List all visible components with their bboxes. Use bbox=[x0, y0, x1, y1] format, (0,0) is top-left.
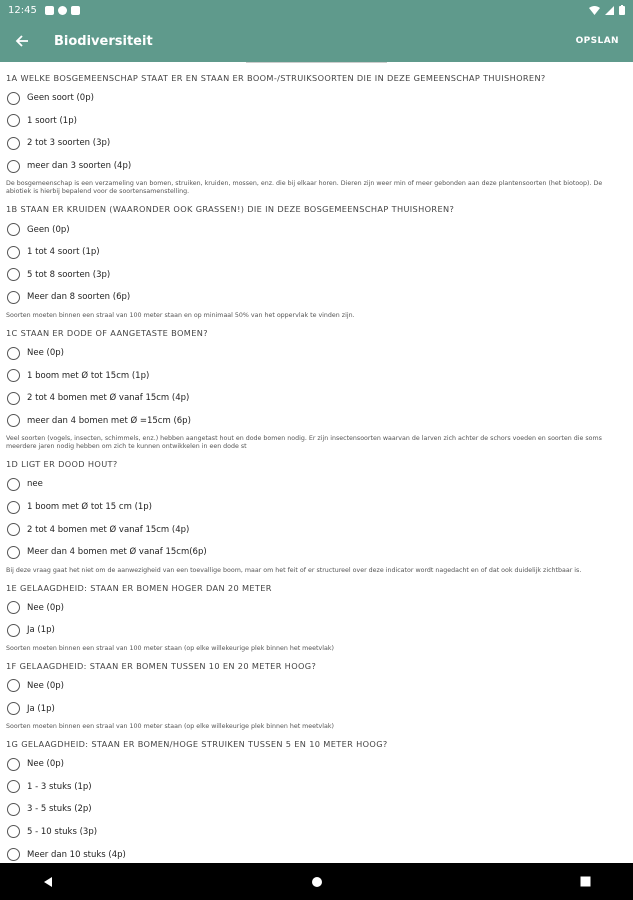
page-title: Biodiversiteit bbox=[54, 33, 153, 49]
question-note: Veel soorten (vogels, insecten, schimmels, enz.) hebben aangetast hout en dode bomen nodig. Er zijn insectensoorten waarvan de larven zich achter de schors voeden en soorten die soms meerdere jaren nodig hebben om zich te kunnen ontwikkelen in een dode st bbox=[6, 435, 602, 451]
question-title: 1F GELAAGDHEID: STAAN ER BOMEN TUSSEN 10 EN 20 METER HOOG? bbox=[6, 660, 317, 671]
question-list bbox=[6, 73, 627, 863]
question-note: Soorten moeten binnen een straal van 100 meter staan en op minimaal 50% van het oppervlak te vinden zijn. bbox=[6, 311, 355, 319]
radio-button-icon[interactable] bbox=[7, 601, 20, 614]
radio-button-icon[interactable] bbox=[7, 246, 20, 259]
radio-option-label: Ja (1p) bbox=[27, 703, 55, 714]
radio-option[interactable] bbox=[6, 387, 627, 410]
save-button[interactable]: OPSLAN bbox=[575, 36, 619, 46]
question-block bbox=[6, 328, 627, 451]
question-note: Soorten moeten binnen een straal van 100 meter staan (op elke willekeurige plek binnen het meetvlak) bbox=[6, 722, 334, 730]
radio-button-icon[interactable] bbox=[7, 624, 20, 637]
radio-button-icon[interactable] bbox=[7, 223, 20, 236]
radio-button-icon[interactable] bbox=[7, 478, 20, 491]
radio-button-icon[interactable] bbox=[7, 291, 20, 304]
app-bar bbox=[0, 20, 633, 62]
radio-option-label: Nee (0p) bbox=[27, 680, 64, 691]
notification-icon bbox=[45, 6, 54, 15]
radio-option[interactable] bbox=[6, 798, 627, 821]
notification-icons bbox=[45, 6, 80, 15]
radio-option[interactable] bbox=[6, 410, 627, 433]
radio-option[interactable] bbox=[6, 264, 627, 287]
radio-option[interactable] bbox=[6, 132, 627, 155]
question-block bbox=[6, 739, 627, 863]
radio-option[interactable] bbox=[6, 753, 627, 776]
radio-option-label: meer dan 3 soorten (4p) bbox=[27, 161, 132, 172]
square-recents-icon bbox=[580, 876, 591, 887]
radio-option[interactable] bbox=[6, 286, 627, 309]
radio-button-icon[interactable] bbox=[7, 160, 20, 173]
question-block bbox=[6, 459, 627, 574]
back-button[interactable] bbox=[0, 20, 44, 62]
radio-option-label: Nee (0p) bbox=[27, 759, 64, 770]
radio-option-label: 2 tot 3 soorten (3p) bbox=[27, 138, 111, 149]
radio-option[interactable] bbox=[6, 619, 627, 642]
question-note: Soorten moeten binnen een straal van 100 meter staan (op elke willekeurige plek binnen het meetvlak) bbox=[6, 644, 334, 652]
radio-option-label: Geen soort (0p) bbox=[27, 93, 94, 104]
radio-option-label: 1 boom met Ø tot 15 cm (1p) bbox=[27, 502, 153, 513]
divider bbox=[246, 62, 387, 63]
radio-option[interactable] bbox=[6, 518, 627, 541]
radio-button-icon[interactable] bbox=[7, 758, 20, 771]
signal-icon bbox=[605, 6, 614, 15]
radio-option-label: 2 tot 4 bomen met Ø vanaf 15cm (4p) bbox=[27, 524, 190, 535]
nav-home-button[interactable] bbox=[297, 863, 337, 900]
system-icons bbox=[589, 5, 625, 15]
radio-option-label: nee bbox=[27, 479, 43, 490]
radio-button-icon[interactable] bbox=[7, 523, 20, 536]
radio-button-icon[interactable] bbox=[7, 137, 20, 150]
battery-icon bbox=[619, 5, 625, 15]
radio-button-icon[interactable] bbox=[7, 546, 20, 559]
radio-option-label: meer dan 4 bomen met Ø =15cm (6p) bbox=[27, 415, 191, 426]
radio-option[interactable] bbox=[6, 675, 627, 698]
question-title: 1A WELKE BOSGEMEENSCHAP STAAT ER EN STAAN ER BOOM-/STRUIKSOORTEN DIE IN DEZE GEMEENSCHAP THUISHOREN? bbox=[6, 73, 546, 83]
radio-option[interactable] bbox=[6, 342, 627, 365]
radio-button-icon[interactable] bbox=[7, 848, 20, 861]
question-block bbox=[6, 583, 627, 653]
radio-option[interactable] bbox=[6, 775, 627, 798]
radio-option-label: 1 soort (1p) bbox=[27, 115, 77, 126]
arrow-back-icon bbox=[15, 34, 29, 48]
radio-button-icon[interactable] bbox=[7, 803, 20, 816]
radio-option[interactable] bbox=[6, 110, 627, 133]
nav-back-button[interactable] bbox=[28, 863, 68, 900]
radio-button-icon[interactable] bbox=[7, 825, 20, 838]
radio-button-icon[interactable] bbox=[7, 679, 20, 692]
radio-button-icon[interactable] bbox=[7, 414, 20, 427]
radio-option-label: Meer dan 10 stuks (4p) bbox=[27, 849, 126, 860]
radio-option[interactable] bbox=[6, 697, 627, 720]
radio-option[interactable] bbox=[6, 155, 627, 178]
status-time: 12:45 bbox=[8, 4, 37, 16]
radio-option[interactable] bbox=[6, 218, 627, 241]
radio-option[interactable] bbox=[6, 364, 627, 387]
nav-recents-button[interactable] bbox=[565, 863, 605, 900]
radio-option-label: 2 tot 4 bomen met Ø vanaf 15cm (4p) bbox=[27, 393, 190, 404]
question-title: 1C STAAN ER DODE OF AANGETASTE BOMEN? bbox=[6, 327, 208, 338]
radio-button-icon[interactable] bbox=[7, 392, 20, 405]
radio-button-icon[interactable] bbox=[7, 780, 20, 793]
radio-option-label: Nee (0p) bbox=[27, 348, 64, 359]
radio-button-icon[interactable] bbox=[7, 114, 20, 127]
radio-option[interactable] bbox=[6, 241, 627, 264]
radio-button-icon[interactable] bbox=[7, 347, 20, 360]
radio-option[interactable] bbox=[6, 473, 627, 496]
radio-option-label: Meer dan 8 soorten (6p) bbox=[27, 292, 131, 303]
question-title: 1D LIGT ER DOOD HOUT? bbox=[6, 459, 118, 470]
wifi-icon bbox=[589, 6, 600, 15]
radio-option-label: Ja (1p) bbox=[27, 625, 55, 636]
radio-option-label: Geen (0p) bbox=[27, 224, 70, 235]
triangle-back-icon bbox=[42, 876, 54, 888]
question-note: De bosgemeenschap is een verzameling van bomen, struiken, kruiden, mossen, enz. die bij elkaar horen. Dieren zijn weer min of meer gebonden aan deze plantensoorten (het biotoop). De abiotiek is hierbij bepalend voor de soortensamenstelling. bbox=[6, 180, 603, 196]
radio-option[interactable] bbox=[6, 843, 627, 863]
question-block bbox=[6, 204, 627, 319]
question-title: 1G GELAAGDHEID: STAAN ER BOMEN/HOGE STRUIKEN TUSSEN 5 EN 10 METER HOOG? bbox=[6, 738, 388, 749]
system-nav-bar bbox=[0, 863, 633, 900]
question-title: 1B STAAN ER KRUIDEN (WAARONDER OOK GRASSEN!) DIE IN DEZE BOSGEMEENSCHAP THUISHOREN? bbox=[6, 204, 455, 215]
radio-option-label: 5 tot 8 soorten (3p) bbox=[27, 269, 111, 280]
radio-button-icon[interactable] bbox=[7, 501, 20, 514]
radio-option-label: Nee (0p) bbox=[27, 602, 64, 613]
question-note: Bij deze vraag gaat het niet om de aanwezigheid van een toevallige boom, maar om het feit of er structureel over deze indicator wordt nagedacht en of dat ook duidelijk zichtbaar is. bbox=[6, 566, 582, 574]
notification-icon bbox=[71, 6, 80, 15]
radio-button-icon[interactable] bbox=[7, 92, 20, 105]
status-bar bbox=[0, 0, 633, 20]
radio-option[interactable] bbox=[6, 496, 627, 519]
radio-option[interactable] bbox=[6, 541, 627, 564]
radio-option[interactable] bbox=[6, 597, 627, 620]
radio-option[interactable] bbox=[6, 821, 627, 844]
radio-button-icon[interactable] bbox=[7, 268, 20, 281]
radio-option-label: 1 boom met Ø tot 15cm (1p) bbox=[27, 370, 150, 381]
questionnaire[interactable] bbox=[0, 62, 633, 863]
radio-option-label: 5 - 10 stuks (3p) bbox=[27, 826, 98, 837]
radio-option-label: 1 - 3 stuks (1p) bbox=[27, 781, 92, 792]
radio-button-icon[interactable] bbox=[7, 369, 20, 382]
radio-option-label: 1 tot 4 soort (1p) bbox=[27, 247, 100, 258]
question-title: 1E GELAAGDHEID: STAAN ER BOMEN HOGER DAN 20 METER bbox=[6, 582, 272, 593]
notification-icon bbox=[58, 6, 67, 15]
question-block bbox=[6, 661, 627, 731]
radio-button-icon[interactable] bbox=[7, 702, 20, 715]
radio-option-label: 3 - 5 stuks (2p) bbox=[27, 804, 92, 815]
circle-home-icon bbox=[311, 876, 323, 888]
question-block bbox=[6, 73, 627, 196]
radio-option-label: Meer dan 4 bomen met Ø vanaf 15cm(6p) bbox=[27, 547, 207, 558]
radio-option[interactable] bbox=[6, 87, 627, 110]
